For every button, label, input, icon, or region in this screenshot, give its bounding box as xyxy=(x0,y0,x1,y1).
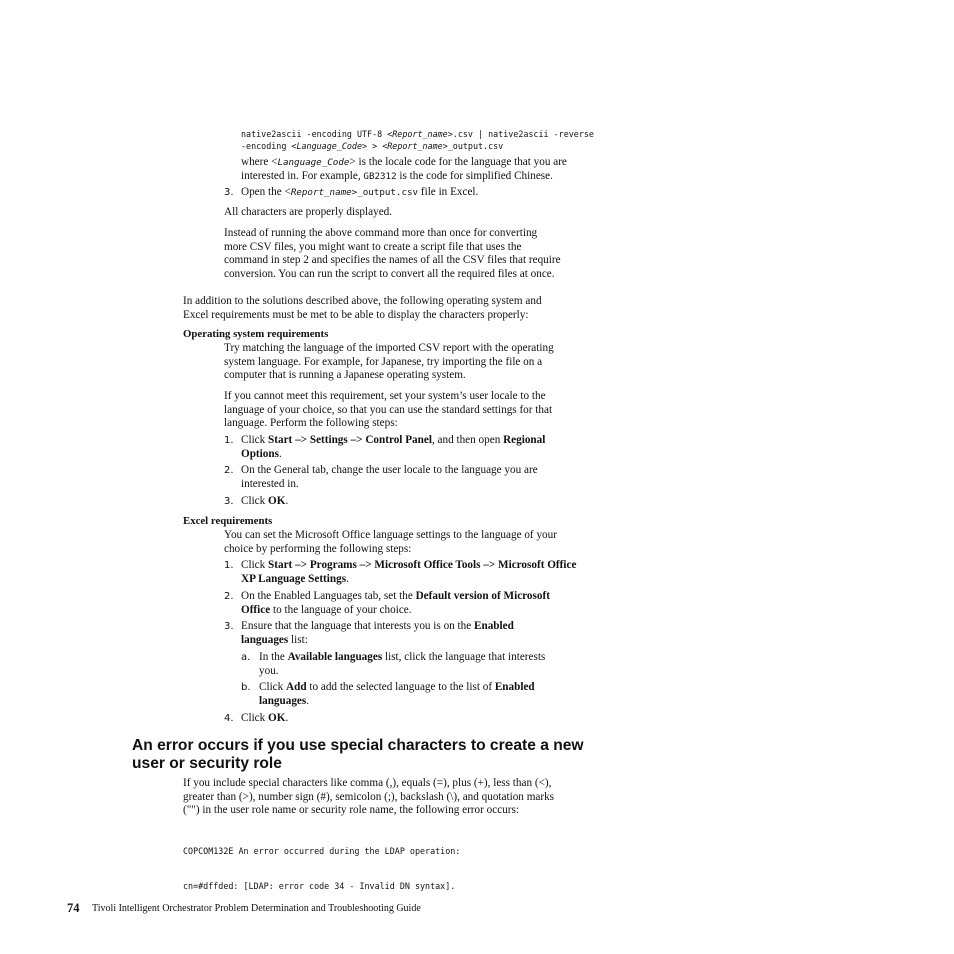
all-characters-paragraph: All characters are properly displayed. xyxy=(224,206,393,218)
step-number: 1. xyxy=(224,435,234,446)
step-number: 2. xyxy=(224,465,234,476)
excel-paragraph-1: You can set the Microsoft Office language settings to the language of your choice by performing the following steps: xyxy=(224,529,557,555)
step-open-file: Open the <Report_name>_output.csv file in Excel. xyxy=(241,186,479,198)
excel-substep-a: In the Available languages list, click the language that interests you. xyxy=(259,651,546,677)
step-number: 2. xyxy=(224,591,234,602)
substep-letter: b. xyxy=(241,682,251,693)
step-number: 4. xyxy=(224,713,234,724)
step-number: 1. xyxy=(224,560,234,571)
error-code-block: COPCOM132E An error occurred during the LDAP operation: cn=#dffded: [LDAP: error code 34 - Invalid DN syntax]. xyxy=(183,845,461,891)
step-number: 3. xyxy=(224,187,234,198)
excel-requirements-label: Excel requirements xyxy=(183,515,273,527)
section-heading: An error occurs if you use special characters to create a new user or security role xyxy=(132,737,584,773)
excel-step-4: Click OK. xyxy=(241,712,289,724)
excel-substep-b: Click Add to add the selected language to the list of Enabled languages. xyxy=(259,681,535,707)
substep-letter: a. xyxy=(241,652,251,663)
excel-step-2: On the Enabled Languages tab, set the Default version of Microsoft Office to the language of your choice. xyxy=(241,590,550,616)
addition-paragraph: In addition to the solutions described above, the following operating system and Excel requirements must be met to be able to display the characters properly: xyxy=(183,295,542,321)
os-step-3: Click OK. xyxy=(241,495,289,507)
os-step-1: Click Start –> Settings –> Control Panel, and then open Regional Options. xyxy=(241,434,546,460)
footer-title: Tivoli Intelligent Orchestrator Problem Determination and Troubleshooting Guide xyxy=(92,903,421,914)
instead-paragraph: Instead of running the above command more than once for converting more CSV files, you might want to create a script file that uses the command in step 2 and specifies the names of all the CSV files that require conversion. You can run the script to convert all the required files at once. xyxy=(224,227,561,280)
os-paragraph-2: If you cannot meet this requirement, set your system’s user locale to the language of your choice, so that you can use the standard settings for that language. Perform the following steps: xyxy=(224,390,553,430)
step-number: 3. xyxy=(224,621,234,632)
excel-step-3: Ensure that the language that interests you is on the Enabled languages list: xyxy=(241,620,514,646)
error-paragraph: If you include special characters like comma (,), equals (=), plus (+), less than (<), greater than (>), number sign (#), semicolon (;), backslash (\), and quotation marks ("") in the user role name or security role name, the following error occurs: xyxy=(183,777,555,817)
excel-step-1: Click Start –> Programs –> Microsoft Office Tools –> Microsoft Office XP Language Settings. xyxy=(241,559,577,585)
command-line-1: native2ascii -encoding UTF-8 <Report_name>.csv | native2ascii -reverse xyxy=(241,129,594,139)
os-step-2: On the General tab, change the user locale to the language you are interested in. xyxy=(241,464,538,490)
os-paragraph-1: Try matching the language of the imported CSV report with the operating system language. For example, for Japanese, try importing the file on a computer that is running a Japanese operating system. xyxy=(224,342,554,382)
os-requirements-label: Operating system requirements xyxy=(183,328,329,340)
step-number: 3. xyxy=(224,496,234,507)
where-paragraph: where <Language_Code> is the locale code for the language that you are interested in. For example, GB2312 is the code for simplified Chinese. xyxy=(241,156,567,182)
command-line-2: -encoding <Language_Code> > <Report_name>_output.csv xyxy=(241,141,504,151)
page-number: 74 xyxy=(67,901,80,915)
